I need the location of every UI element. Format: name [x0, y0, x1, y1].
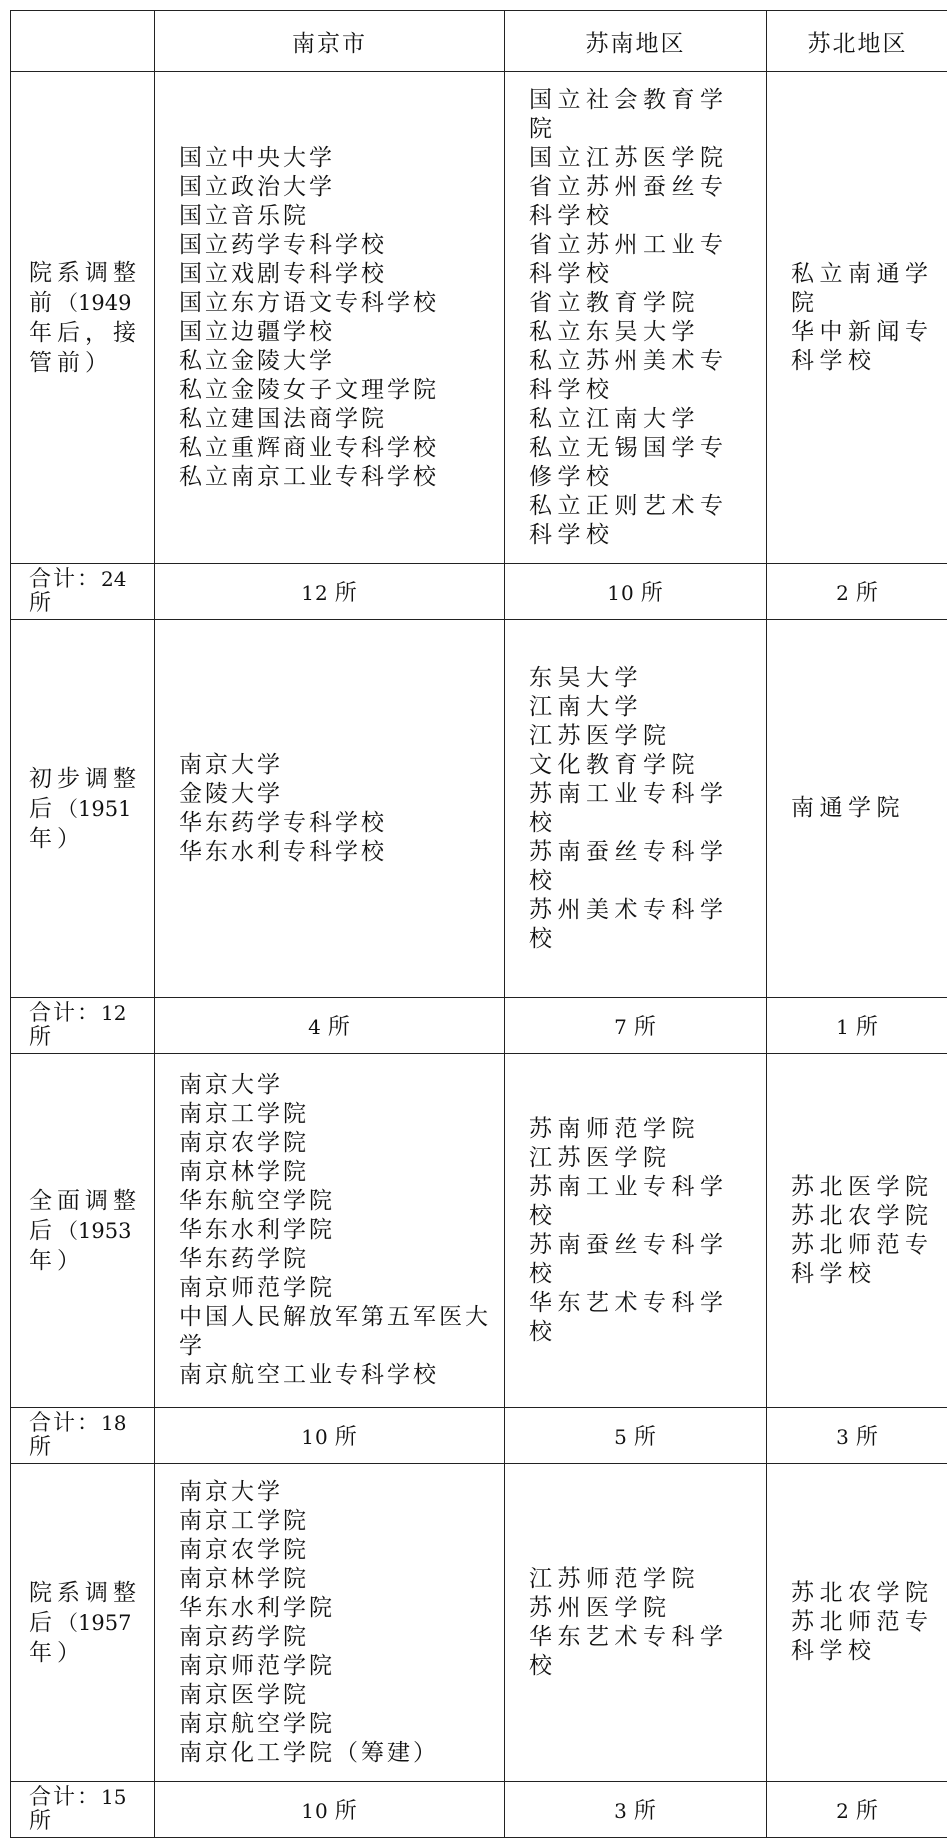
total-label: 合计：: [29, 1411, 101, 1436]
nanjing-total-cell: [155, 998, 505, 1054]
nanjing-list-cell: [155, 1054, 505, 1408]
period-year: （1949: [57, 291, 131, 315]
region-total-count: 12: [301, 581, 328, 605]
nanjing-list-cell: [155, 620, 505, 998]
subei-list-cell: [767, 1464, 947, 1782]
school-name: 苏南师范学院: [529, 1115, 756, 1144]
region-total-count: 3: [836, 1425, 850, 1449]
school-name: 私立建国法商学院: [179, 405, 494, 434]
header-sunan: 苏南地区: [505, 11, 767, 72]
school-name: 国立政治大学: [179, 173, 494, 202]
school-name: 南京大学: [179, 751, 494, 780]
school-name: 国立江苏医学院: [529, 144, 756, 173]
school-name: 私立南京工业专科学校: [179, 463, 494, 492]
total-unit: 所: [29, 1809, 53, 1834]
total-label: 合计：: [29, 1001, 101, 1026]
region-total-count: 3: [614, 1799, 628, 1823]
sunan-list-cell: [505, 1464, 767, 1782]
region-total-count: 2: [836, 1799, 850, 1823]
region-total-unit: 所: [856, 1015, 879, 1040]
total-unit: 所: [29, 1435, 53, 1460]
school-name: 南京师范学院: [179, 1652, 494, 1681]
school-name: 南京农学院: [179, 1129, 494, 1158]
school-name: 省立苏州工业专科学校: [529, 231, 756, 289]
total-unit: 所: [29, 591, 53, 616]
school-name: 南京航空工业专科学校: [179, 1361, 494, 1390]
total-unit: 所: [29, 1025, 53, 1050]
school-name: 省立教育学院: [529, 289, 756, 318]
school-name: 南通学院: [791, 794, 938, 823]
school-name: 国立药学专科学校: [179, 231, 494, 260]
school-name: 华东药学院: [179, 1245, 494, 1274]
period-label-cell: [11, 72, 155, 564]
total-label: 合计：: [29, 1785, 101, 1810]
total-label: 合计：: [29, 567, 101, 592]
region-total-count: 10: [607, 581, 634, 605]
region-total-unit: 所: [634, 1799, 657, 1824]
school-name: 苏州医学院: [529, 1594, 756, 1623]
school-name: 南京药学院: [179, 1623, 494, 1652]
school-name: 华东航空学院: [179, 1187, 494, 1216]
subei-list-cell: [767, 1054, 947, 1408]
total-label-cell: [11, 1408, 155, 1464]
period-label: 院系调整前: [29, 260, 141, 316]
school-name: 苏北农学院: [791, 1202, 938, 1231]
total-row: [11, 564, 947, 620]
region-total-unit: 所: [335, 581, 358, 606]
region-total-unit: 所: [335, 1799, 358, 1824]
school-name: 私立金陵大学: [179, 347, 494, 376]
region-total-count: 1: [836, 1015, 850, 1039]
table-body: [11, 11, 947, 1838]
total-label-cell: [11, 1782, 155, 1838]
sunan-total-cell: [505, 1782, 767, 1838]
period-label-cell: [11, 620, 155, 998]
region-total-unit: 所: [856, 1425, 879, 1450]
school-name: 华东艺术专科学校: [529, 1623, 756, 1681]
school-name: 国立边疆学校: [179, 318, 494, 347]
period-label: 院系调整后: [29, 1580, 141, 1636]
school-name: 江南大学: [529, 693, 756, 722]
subei-total-cell: [767, 1408, 947, 1464]
school-name: 金陵大学: [179, 780, 494, 809]
nanjing-total-cell: [155, 1782, 505, 1838]
total-count: 18: [101, 1411, 126, 1435]
school-name: 南京大学: [179, 1478, 494, 1507]
school-name: 私立重辉商业专科学校: [179, 434, 494, 463]
school-name: 苏南工业专科学校: [529, 780, 756, 838]
period-label: 全面调整后: [29, 1188, 141, 1244]
school-name: 文化教育学院: [529, 751, 756, 780]
subei-list-cell: [767, 620, 947, 998]
region-total-count: 4: [308, 1015, 322, 1039]
total-row: [11, 1782, 947, 1838]
sunan-list-cell: [505, 72, 767, 564]
period-label-suffix: 年后，接管前）: [29, 320, 141, 376]
school-name: 东吴大学: [529, 664, 756, 693]
period-label-suffix: 年）: [29, 1248, 85, 1274]
school-name: 江苏师范学院: [529, 1565, 756, 1594]
school-name: 华中新闻专科学校: [791, 318, 938, 376]
total-count: 15: [101, 1785, 126, 1809]
school-name: 私立苏州美术专科学校: [529, 347, 756, 405]
region-total-count: 7: [614, 1015, 628, 1039]
school-name: 华东水利学院: [179, 1216, 494, 1245]
period-label-suffix: 年）: [29, 1640, 85, 1666]
total-row: [11, 998, 947, 1054]
period-year: （1957: [57, 1611, 131, 1635]
school-name: 苏北农学院: [791, 1579, 938, 1608]
total-label-cell: [11, 998, 155, 1054]
school-name: 苏北医学院: [791, 1173, 938, 1202]
school-name: 私立无锡国学专修学校: [529, 434, 756, 492]
subei-list-cell: [767, 72, 947, 564]
school-name: 省立苏州蚕丝专科学校: [529, 173, 756, 231]
sunan-total-cell: [505, 564, 767, 620]
total-row: [11, 1408, 947, 1464]
header-corner-cell: [11, 11, 155, 72]
period-label: 初步调整后: [29, 766, 141, 822]
school-name: 南京林学院: [179, 1565, 494, 1594]
school-name: 国立东方语文专科学校: [179, 289, 494, 318]
period-row: [11, 72, 947, 564]
school-name: 私立江南大学: [529, 405, 756, 434]
subei-total-cell: [767, 1782, 947, 1838]
school-name: 国立戏剧专科学校: [179, 260, 494, 289]
universities-table-container: [10, 10, 947, 1788]
school-name: 江苏医学院: [529, 1144, 756, 1173]
total-count: 12: [101, 1001, 126, 1025]
region-total-count: 2: [836, 581, 850, 605]
school-name: 苏南蚕丝专科学校: [529, 838, 756, 896]
school-name: 私立金陵女子文理学院: [179, 376, 494, 405]
school-name: 华东艺术专科学校: [529, 1289, 756, 1347]
header-subei: 苏北地区: [767, 11, 947, 72]
subei-total-cell: [767, 998, 947, 1054]
school-name: 苏南工业专科学校: [529, 1173, 756, 1231]
total-label-cell: [11, 564, 155, 620]
period-label-cell: [11, 1054, 155, 1408]
region-total-unit: 所: [634, 1425, 657, 1450]
region-total-unit: 所: [641, 581, 664, 606]
region-total-count: 10: [301, 1425, 328, 1449]
school-name: 南京师范学院: [179, 1274, 494, 1303]
school-name: 华东水利专科学校: [179, 838, 494, 867]
period-year: （1951: [57, 797, 131, 821]
school-name: 华东药学专科学校: [179, 809, 494, 838]
sunan-list-cell: [505, 620, 767, 998]
sunan-list-cell: [505, 1054, 767, 1408]
subei-total-cell: [767, 564, 947, 620]
school-name: 南京医学院: [179, 1681, 494, 1710]
universities-table: [10, 10, 947, 1838]
region-total-unit: 所: [335, 1425, 358, 1450]
school-name: 国立音乐院: [179, 202, 494, 231]
school-name: 私立正则艺术专科学校: [529, 492, 756, 550]
nanjing-total-cell: [155, 564, 505, 620]
school-name: 南京工学院: [179, 1100, 494, 1129]
sunan-total-cell: [505, 998, 767, 1054]
header-nanjing: 南京市: [155, 11, 505, 72]
school-name: 南京农学院: [179, 1536, 494, 1565]
period-year: （1953: [57, 1219, 131, 1243]
school-name: 苏州美术专科学校: [529, 896, 756, 954]
school-name: 私立东吴大学: [529, 318, 756, 347]
school-name: 华东水利学院: [179, 1594, 494, 1623]
school-name: 南京大学: [179, 1071, 494, 1100]
school-name: 中国人民解放军第五军医大学: [179, 1303, 494, 1361]
nanjing-list-cell: [155, 1464, 505, 1782]
period-label-cell: [11, 1464, 155, 1782]
total-count: 24: [101, 567, 126, 591]
school-name: 私立南通学院: [791, 260, 938, 318]
period-row: [11, 1464, 947, 1782]
region-total-unit: 所: [856, 581, 879, 606]
school-name: 国立中央大学: [179, 144, 494, 173]
school-name: 南京化工学院（筹建）: [179, 1739, 494, 1768]
region-total-count: 5: [614, 1425, 628, 1449]
school-name: 国立社会教育学院: [529, 86, 756, 144]
region-total-unit: 所: [856, 1799, 879, 1824]
school-name: 苏北师范专科学校: [791, 1608, 938, 1666]
region-total-unit: 所: [634, 1015, 657, 1040]
region-total-unit: 所: [328, 1015, 351, 1040]
school-name: 南京林学院: [179, 1158, 494, 1187]
region-total-count: 10: [301, 1799, 328, 1823]
nanjing-list-cell: [155, 72, 505, 564]
nanjing-total-cell: [155, 1408, 505, 1464]
school-name: 江苏医学院: [529, 722, 756, 751]
header-row: [11, 11, 947, 72]
school-name: 苏南蚕丝专科学校: [529, 1231, 756, 1289]
sunan-total-cell: [505, 1408, 767, 1464]
period-row: [11, 1054, 947, 1408]
period-label-suffix: 年）: [29, 826, 85, 852]
school-name: 苏北师范专科学校: [791, 1231, 938, 1289]
school-name: 南京航空学院: [179, 1710, 494, 1739]
period-row: [11, 620, 947, 998]
school-name: 南京工学院: [179, 1507, 494, 1536]
